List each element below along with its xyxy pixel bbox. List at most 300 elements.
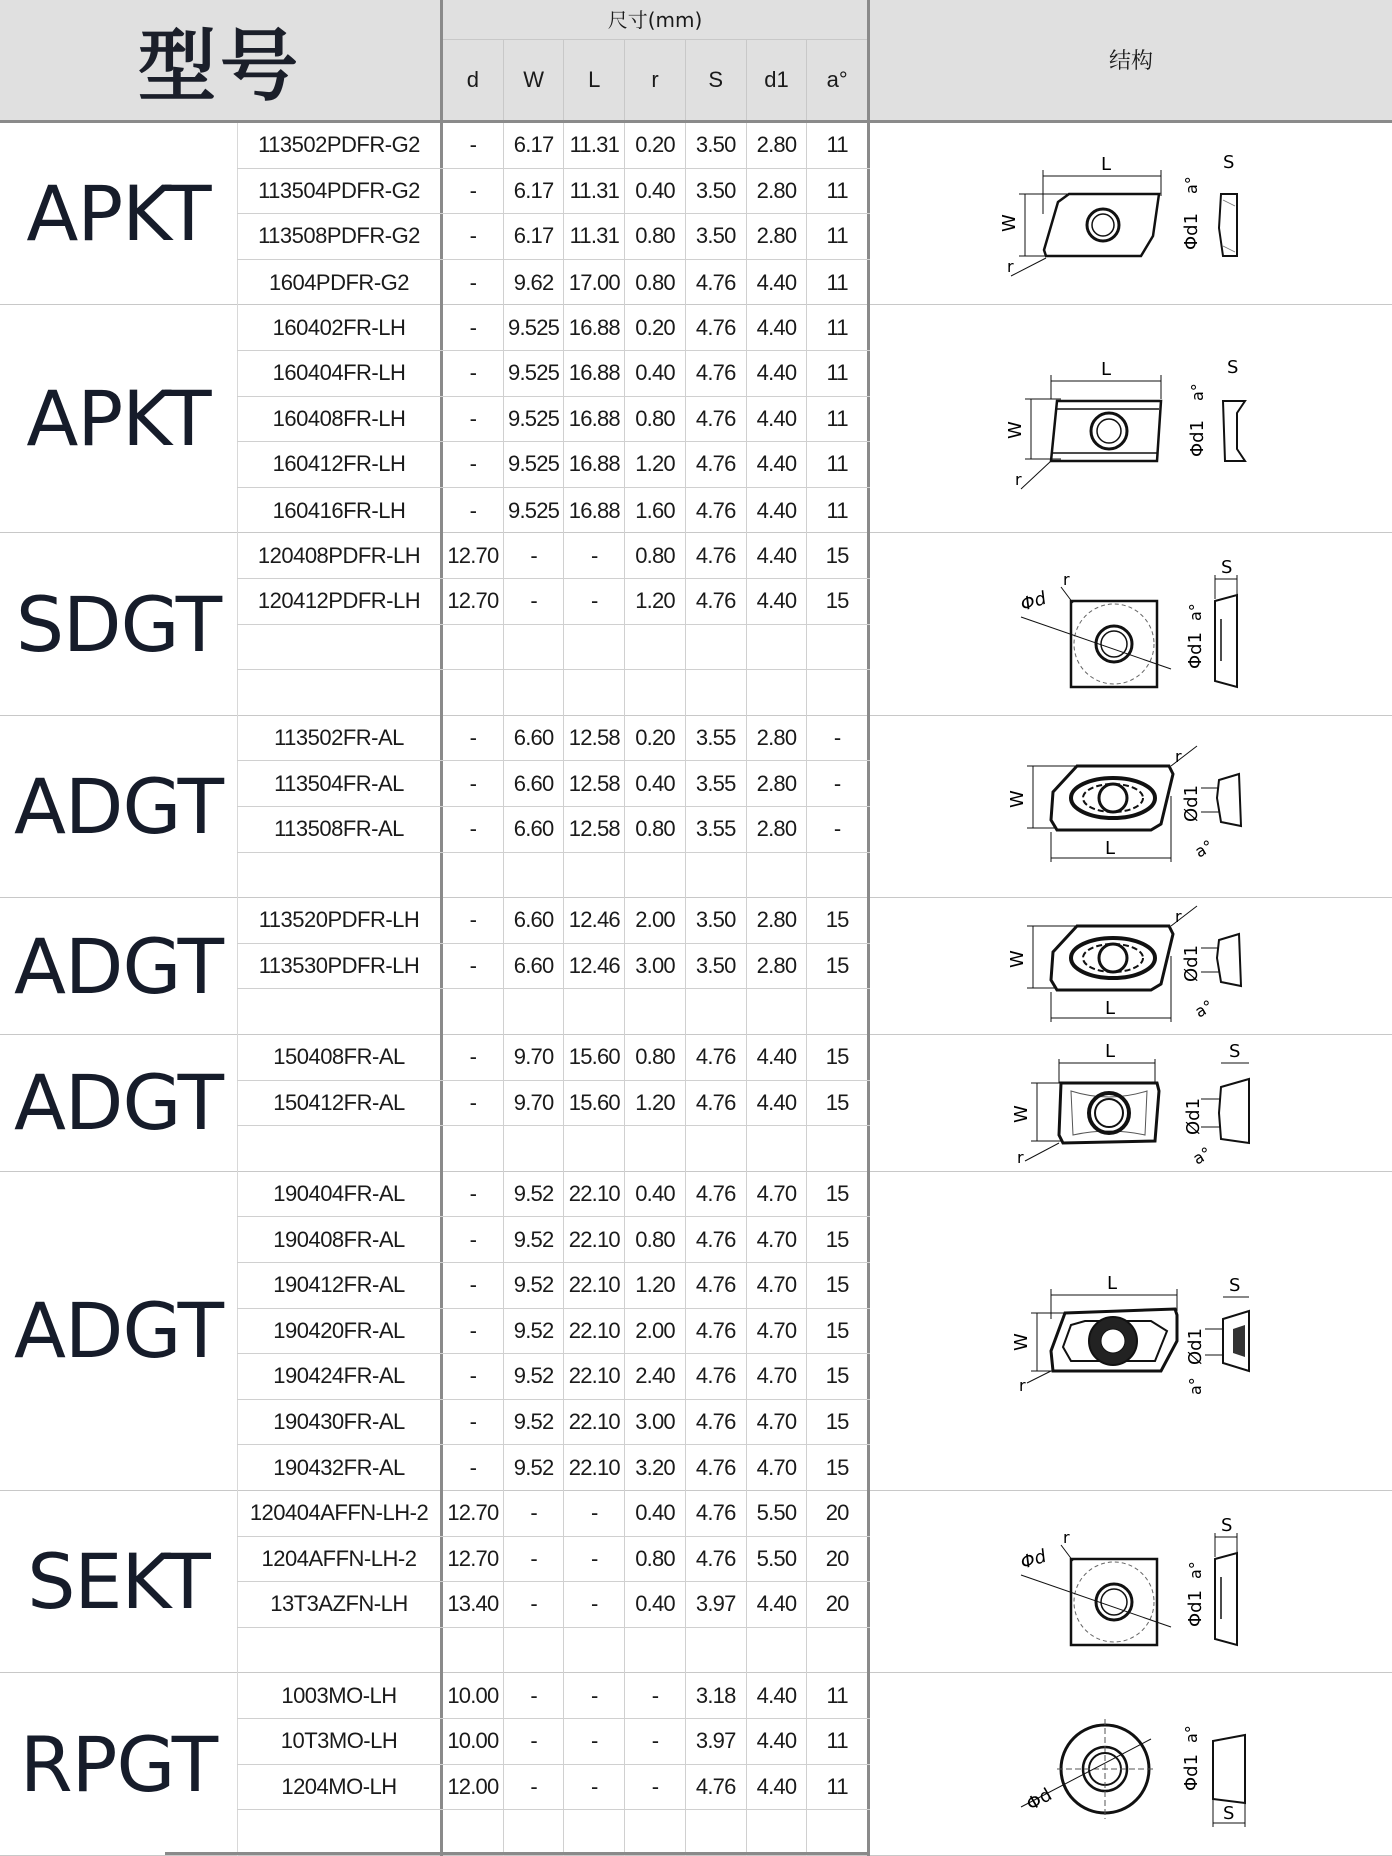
dim-cell-l: - [564, 1765, 625, 1810]
dim-cell-d: - [443, 1035, 504, 1080]
model-code-cell: 190432FR-AL [237, 1445, 440, 1491]
dimension-cells [440, 1126, 870, 1172]
svg-text:r: r [1007, 256, 1014, 276]
dim-cell-d1: 4.70 [747, 1354, 808, 1399]
table-row [237, 853, 870, 899]
dim-cell-a: 15 [825, 1226, 849, 1252]
model-code-cell: 160412FR-LH [237, 442, 440, 487]
svg-text:L: L [1101, 358, 1112, 380]
dim-cell-s: 3.50 [686, 169, 747, 214]
dim-cell-d1: 2.80 [747, 944, 808, 989]
dim-cell-r: 0.80 [625, 533, 686, 578]
dim-cell-r: 0.80 [625, 1537, 686, 1582]
dimension-cells [440, 944, 870, 989]
insert-group-adgt [0, 1172, 1392, 1491]
insert-type-label: ADGT [13, 761, 224, 851]
dimension-cells [440, 1719, 870, 1764]
dimension-cells [440, 488, 870, 534]
dim-cell-d1: 2.80 [747, 123, 808, 168]
dim-cell-l: - [564, 1719, 625, 1764]
dim-cell-d1: 4.70 [747, 1217, 808, 1262]
model-code-cell: 120408PDFR-LH [237, 533, 440, 578]
model-code-cell [237, 670, 440, 716]
dim-cell-d: - [443, 807, 504, 852]
table-row [237, 260, 870, 306]
dim-cell-w: 9.525 [504, 488, 565, 534]
svg-text:Φd1: Φd1 [1187, 419, 1208, 457]
dim-cell-s: 3.55 [686, 807, 747, 852]
table-row [237, 488, 870, 534]
dim-cell-a [807, 1628, 867, 1674]
dim-cell-w: 9.52 [504, 1445, 565, 1491]
dim-cell-r: 0.40 [625, 1172, 686, 1217]
dim-cell-d1: 4.40 [747, 1582, 808, 1627]
svg-text:W: W [1007, 790, 1028, 809]
dim-cell-l: 17.00 [564, 260, 625, 306]
dim-cell-s: 4.76 [686, 533, 747, 578]
dim-cell-r: 0.80 [625, 260, 686, 306]
col-header-d1: d1 [747, 40, 808, 120]
dim-cell-d [443, 1628, 504, 1674]
table-row [237, 989, 870, 1035]
dim-cell-w: 9.70 [504, 1035, 565, 1080]
dim-cell-a: 15 [825, 1089, 849, 1115]
dim-cell-a: 15 [825, 953, 849, 979]
model-code-cell: 113508FR-AL [237, 807, 440, 852]
dim-cell-d: - [443, 761, 504, 806]
dim-cell-s: 4.76 [686, 1217, 747, 1262]
svg-text:r: r [1017, 1147, 1024, 1167]
svg-text:S: S [1221, 1514, 1233, 1536]
dim-cell-l: 22.10 [564, 1217, 625, 1262]
svg-text:Φd1: Φd1 [1185, 1589, 1206, 1627]
dimensions-header [440, 0, 870, 120]
svg-text:Ød1: Ød1 [1183, 1097, 1204, 1135]
svg-text:S: S [1223, 1803, 1235, 1825]
insert-group-sekt [0, 1491, 1392, 1673]
dim-cell-r [625, 625, 686, 670]
dim-cell-l: 22.10 [564, 1172, 625, 1217]
dim-cell-a: 11 [826, 223, 848, 249]
dim-cell-d1: 4.70 [747, 1445, 808, 1491]
dim-cell-d: - [443, 1263, 504, 1308]
dim-cell-r: 1.20 [625, 579, 686, 624]
dim-cell-l [564, 1126, 625, 1172]
group-rows [237, 123, 870, 305]
table-row [237, 1354, 870, 1400]
dim-cell-w: 6.60 [504, 807, 565, 852]
table-row [237, 1400, 870, 1446]
dim-cell-l: 12.58 [564, 807, 625, 852]
dim-cell-w: - [504, 1673, 565, 1718]
table-row [237, 944, 870, 990]
model-code-cell: 13T3AZFN-LH [237, 1582, 440, 1627]
dim-cell-d: - [443, 351, 504, 396]
dim-cell-l: - [564, 1582, 625, 1627]
dim-cell-l: 11.31 [564, 169, 625, 214]
dim-cell-s: 3.97 [686, 1582, 747, 1627]
col-header-angle: a° [826, 67, 848, 92]
dim-cell-d1: 2.80 [747, 169, 808, 214]
dim-cell-d: - [443, 305, 504, 350]
dim-cell-l: 15.60 [564, 1035, 625, 1080]
dim-cell-l [564, 625, 625, 670]
model-code-cell: 150412FR-AL [237, 1081, 440, 1126]
dimension-cells [440, 670, 870, 716]
dim-cell-s: 4.76 [686, 579, 747, 624]
dimension-cells [440, 1628, 870, 1674]
dim-cell-d1: 2.80 [747, 761, 808, 806]
dimension-cells [440, 1537, 870, 1582]
dim-cell-l [564, 1628, 625, 1674]
group-rows [237, 1673, 870, 1855]
dim-cell-a: 15 [825, 1044, 849, 1070]
dim-cell-a: 20 [825, 1591, 849, 1617]
table-row [237, 169, 870, 215]
dim-cell-s [686, 1628, 747, 1674]
dimension-cells [440, 853, 870, 899]
svg-text:r: r [1175, 747, 1182, 767]
dim-cell-s [686, 853, 747, 899]
dimension-cells [440, 1765, 870, 1810]
dimension-cells [440, 442, 870, 487]
table-row [237, 1035, 870, 1081]
dim-cell-a: 11 [826, 1682, 848, 1708]
dim-cell-w: 9.525 [504, 305, 565, 350]
table-row [237, 1810, 870, 1856]
dim-cell-d1 [747, 1628, 808, 1674]
table-row [237, 1765, 870, 1811]
dim-cell-s: 4.76 [686, 351, 747, 396]
table-row [237, 442, 870, 488]
insert-diagram-icon [1001, 1271, 1261, 1395]
insert-type-label: APKT [26, 169, 211, 259]
svg-text:L: L [1105, 838, 1116, 860]
model-code-cell: 190424FR-AL [237, 1354, 440, 1399]
group-rows [237, 533, 870, 715]
col-header-l: L [564, 40, 625, 120]
dim-cell-w [504, 670, 565, 716]
dim-cell-a: 15 [825, 907, 849, 933]
dim-cell-s: 3.50 [686, 214, 747, 259]
dim-cell-l [564, 1810, 625, 1856]
dim-cell-r: 3.00 [625, 1400, 686, 1445]
dim-cell-d1: 2.80 [747, 214, 808, 259]
dim-cell-s [686, 1810, 747, 1856]
dimension-cells [440, 260, 870, 306]
dim-cell-l [564, 989, 625, 1035]
col-header-w: W [504, 40, 565, 120]
dim-cell-a [807, 1126, 867, 1172]
dim-cell-l: 16.88 [564, 305, 625, 350]
insert-type-label: APKT [26, 374, 211, 464]
table-row [237, 351, 870, 397]
dim-cell-a: 11 [826, 497, 848, 523]
dim-cell-r [625, 1628, 686, 1674]
dim-cell-l: 16.88 [564, 488, 625, 534]
dim-cell-d1: 2.80 [747, 807, 808, 852]
dim-cell-d: 12.70 [443, 1491, 504, 1536]
dim-cell-d: 12.00 [443, 1765, 504, 1810]
table-row [237, 1582, 870, 1628]
dim-cell-w: 9.525 [504, 397, 565, 442]
svg-text:W: W [1011, 1105, 1032, 1123]
dim-cell-d1: 2.80 [747, 898, 808, 943]
svg-text:a°: a° [1186, 1377, 1205, 1395]
dim-cell-d: - [443, 123, 504, 168]
svg-text:W: W [1011, 1333, 1032, 1351]
model-code-cell: 190412FR-AL [237, 1263, 440, 1308]
dim-cell-s [686, 670, 747, 716]
svg-text:a°: a° [1186, 1560, 1205, 1579]
dim-cell-s [686, 625, 747, 670]
table-row [237, 1537, 870, 1583]
dim-cell-d: 12.70 [443, 533, 504, 578]
dimensions-title: 尺寸(mm) [443, 0, 867, 40]
structure-diagram [870, 1172, 1392, 1490]
dim-cell-d1 [747, 853, 808, 899]
dim-cell-d: 13.40 [443, 1582, 504, 1627]
model-code-cell: 160416FR-LH [237, 488, 440, 534]
dim-cell-r: 3.00 [625, 944, 686, 989]
dim-cell-a: 11 [826, 177, 848, 203]
model-code-cell: 113504FR-AL [237, 761, 440, 806]
dim-cell-w [504, 1126, 565, 1172]
dim-cell-l: 11.31 [564, 214, 625, 259]
svg-text:Φd1: Φd1 [1181, 212, 1202, 250]
dim-cell-l [564, 670, 625, 716]
table-row [237, 1217, 870, 1263]
dim-cell-d [443, 1810, 504, 1856]
dim-cell-a [807, 625, 867, 670]
dim-cell-a: 15 [825, 542, 849, 568]
model-code-cell: 1204AFFN-LH-2 [237, 1537, 440, 1582]
dim-cell-s: 4.76 [686, 1445, 747, 1491]
model-code-cell: 1003MO-LH [237, 1673, 440, 1718]
model-code-cell: 1604PDFR-G2 [237, 260, 440, 306]
dim-cell-s: 3.50 [686, 944, 747, 989]
dim-cell-r: 0.80 [625, 1035, 686, 1080]
dim-cell-w: 9.52 [504, 1354, 565, 1399]
dimension-cells [440, 579, 870, 624]
svg-text:a°: a° [1186, 603, 1205, 622]
group-rows [237, 716, 870, 898]
insert-group-adgt [0, 716, 1392, 898]
dim-cell-r: 1.20 [625, 1263, 686, 1308]
dimension-cells [440, 533, 870, 578]
dim-cell-d: - [443, 169, 504, 214]
dim-cell-l: 15.60 [564, 1081, 625, 1126]
dim-cell-a: 15 [825, 1317, 849, 1343]
dim-cell-s: 4.76 [686, 1081, 747, 1126]
svg-text:Ød1: Ød1 [1181, 785, 1202, 823]
dim-cell-w: 9.52 [504, 1172, 565, 1217]
dim-cell-l: - [564, 533, 625, 578]
dim-cell-r: 0.20 [625, 716, 686, 761]
dim-cell-d1: 4.40 [747, 533, 808, 578]
dim-cell-d: 10.00 [443, 1673, 504, 1718]
dim-cell-r [625, 989, 686, 1035]
dim-cell-d: - [443, 1309, 504, 1354]
insert-diagram-icon [1001, 356, 1261, 489]
insert-diagram-icon [1001, 1040, 1261, 1169]
dim-cell-s: 3.97 [686, 1719, 747, 1764]
dim-cell-s: 4.76 [686, 1765, 747, 1810]
dim-cell-w: 9.52 [504, 1263, 565, 1308]
svg-text:W: W [1007, 950, 1028, 969]
svg-text:a°: a° [1182, 175, 1201, 194]
dim-cell-a: 20 [825, 1545, 849, 1571]
table-row [237, 579, 870, 625]
insert-type-label: ADGT [13, 1286, 224, 1376]
dimension-cells [440, 1263, 870, 1308]
dim-cell-w: 6.17 [504, 123, 565, 168]
dim-cell-w: - [504, 1491, 565, 1536]
table-row [237, 898, 870, 944]
table-row [237, 1445, 870, 1491]
table-row [237, 1126, 870, 1172]
dim-cell-w [504, 1810, 565, 1856]
insert-type-label: ADGT [13, 921, 224, 1011]
model-code-cell: 190408FR-AL [237, 1217, 440, 1262]
dim-cell-d [443, 989, 504, 1035]
dim-cell-a: 15 [825, 588, 849, 614]
svg-text:a°: a° [1191, 836, 1217, 862]
svg-text:S: S [1221, 557, 1233, 579]
svg-text:Φd: Φd [1023, 1784, 1056, 1816]
dim-cell-w: - [504, 1719, 565, 1764]
dim-cell-d1: 4.40 [747, 1673, 808, 1718]
dim-cell-l: 22.10 [564, 1445, 625, 1491]
dim-cell-w: 9.70 [504, 1081, 565, 1126]
dim-cell-a: - [833, 770, 841, 796]
dim-cell-d1: 5.50 [747, 1491, 808, 1536]
dim-cell-d1: 4.40 [747, 305, 808, 350]
dim-cell-d [443, 670, 504, 716]
dim-cell-a: - [833, 816, 841, 842]
dim-cell-l: 16.88 [564, 397, 625, 442]
dim-cell-d: - [443, 1400, 504, 1445]
dim-cell-d1: 4.70 [747, 1400, 808, 1445]
dimension-cells [440, 1491, 870, 1536]
dim-cell-l: 22.10 [564, 1354, 625, 1399]
dim-cell-w: - [504, 1765, 565, 1810]
dim-cell-d: - [443, 442, 504, 487]
model-code-cell: 113508PDFR-G2 [237, 214, 440, 259]
table-row [237, 533, 870, 579]
group-rows [237, 1491, 870, 1673]
dim-cell-r: 3.20 [625, 1445, 686, 1491]
svg-text:Φd1: Φd1 [1181, 1753, 1202, 1792]
dimension-cells [440, 397, 870, 442]
dim-cell-d1 [747, 1126, 808, 1172]
svg-text:a°: a° [1188, 383, 1207, 401]
dim-cell-w: 6.17 [504, 214, 565, 259]
svg-text:S: S [1229, 1274, 1241, 1296]
dim-cell-a: 11 [826, 360, 848, 386]
dim-cell-r: 0.80 [625, 807, 686, 852]
structure-diagram [870, 305, 1392, 532]
svg-text:L: L [1107, 1272, 1118, 1294]
svg-text:L: L [1101, 153, 1112, 175]
dim-cell-a: 11 [826, 1728, 848, 1754]
dim-cell-d: - [443, 1354, 504, 1399]
insert-group-adgt [0, 1035, 1392, 1172]
dim-cell-d1: 4.40 [747, 260, 808, 306]
dim-cell-d: - [443, 944, 504, 989]
dim-cell-s: 4.76 [686, 305, 747, 350]
dim-cell-l: 12.58 [564, 716, 625, 761]
model-code-cell: 160404FR-LH [237, 351, 440, 396]
dimension-cells [440, 1445, 870, 1491]
table-row [237, 1628, 870, 1674]
svg-text:r: r [1063, 570, 1070, 590]
dim-cell-w: 9.52 [504, 1309, 565, 1354]
dim-cell-d1: 2.80 [747, 716, 808, 761]
dim-cell-r: 0.80 [625, 214, 686, 259]
dim-cell-s: 4.76 [686, 488, 747, 534]
dim-cell-a: - [833, 725, 841, 751]
dimension-cells [440, 761, 870, 806]
dim-cell-r: - [625, 1765, 686, 1810]
svg-text:Ød1: Ød1 [1181, 945, 1202, 983]
svg-text:a°: a° [1189, 1142, 1215, 1169]
table-row [237, 670, 870, 716]
dimension-columns [443, 40, 867, 120]
dim-cell-l: 16.88 [564, 442, 625, 487]
dimension-cells [440, 1400, 870, 1445]
dim-cell-r [625, 1810, 686, 1856]
dim-cell-l: 16.88 [564, 351, 625, 396]
dim-cell-s: 4.76 [686, 1354, 747, 1399]
model-code-cell: 113520PDFR-LH [237, 898, 440, 943]
dim-cell-r: 0.40 [625, 761, 686, 806]
dim-cell-l: - [564, 1491, 625, 1536]
dimension-cells [440, 716, 870, 761]
dim-cell-a: 11 [826, 314, 848, 340]
dim-cell-w [504, 625, 565, 670]
table-row [237, 1309, 870, 1355]
model-code-cell: 160402FR-LH [237, 305, 440, 350]
dim-cell-s: 4.76 [686, 1491, 747, 1536]
dim-cell-w [504, 989, 565, 1035]
dim-cell-d1: 4.40 [747, 1081, 808, 1126]
dim-cell-s: 4.76 [686, 1537, 747, 1582]
dimension-cells [440, 898, 870, 943]
structure-diagram [870, 716, 1392, 897]
structure-diagram [870, 533, 1392, 714]
dim-cell-d1: 4.70 [747, 1263, 808, 1308]
model-code-cell: 150408FR-AL [237, 1035, 440, 1080]
dim-cell-d1: 4.70 [747, 1309, 808, 1354]
table-row [237, 1673, 870, 1719]
dim-cell-d1 [747, 625, 808, 670]
svg-text:S: S [1229, 1040, 1241, 1062]
dim-cell-s: 3.50 [686, 898, 747, 943]
model-code-cell: 113502FR-AL [237, 716, 440, 761]
dim-cell-d: - [443, 1081, 504, 1126]
svg-text:W: W [1005, 421, 1026, 439]
table-row [237, 1719, 870, 1765]
model-code-cell [237, 853, 440, 899]
dim-cell-a: 20 [825, 1500, 849, 1526]
dim-cell-s: 3.55 [686, 761, 747, 806]
dim-cell-r: 0.20 [625, 123, 686, 168]
group-rows [237, 1035, 870, 1172]
dim-cell-d1 [747, 670, 808, 716]
dim-cell-r: 1.60 [625, 488, 686, 534]
dim-cell-s: 3.55 [686, 716, 747, 761]
